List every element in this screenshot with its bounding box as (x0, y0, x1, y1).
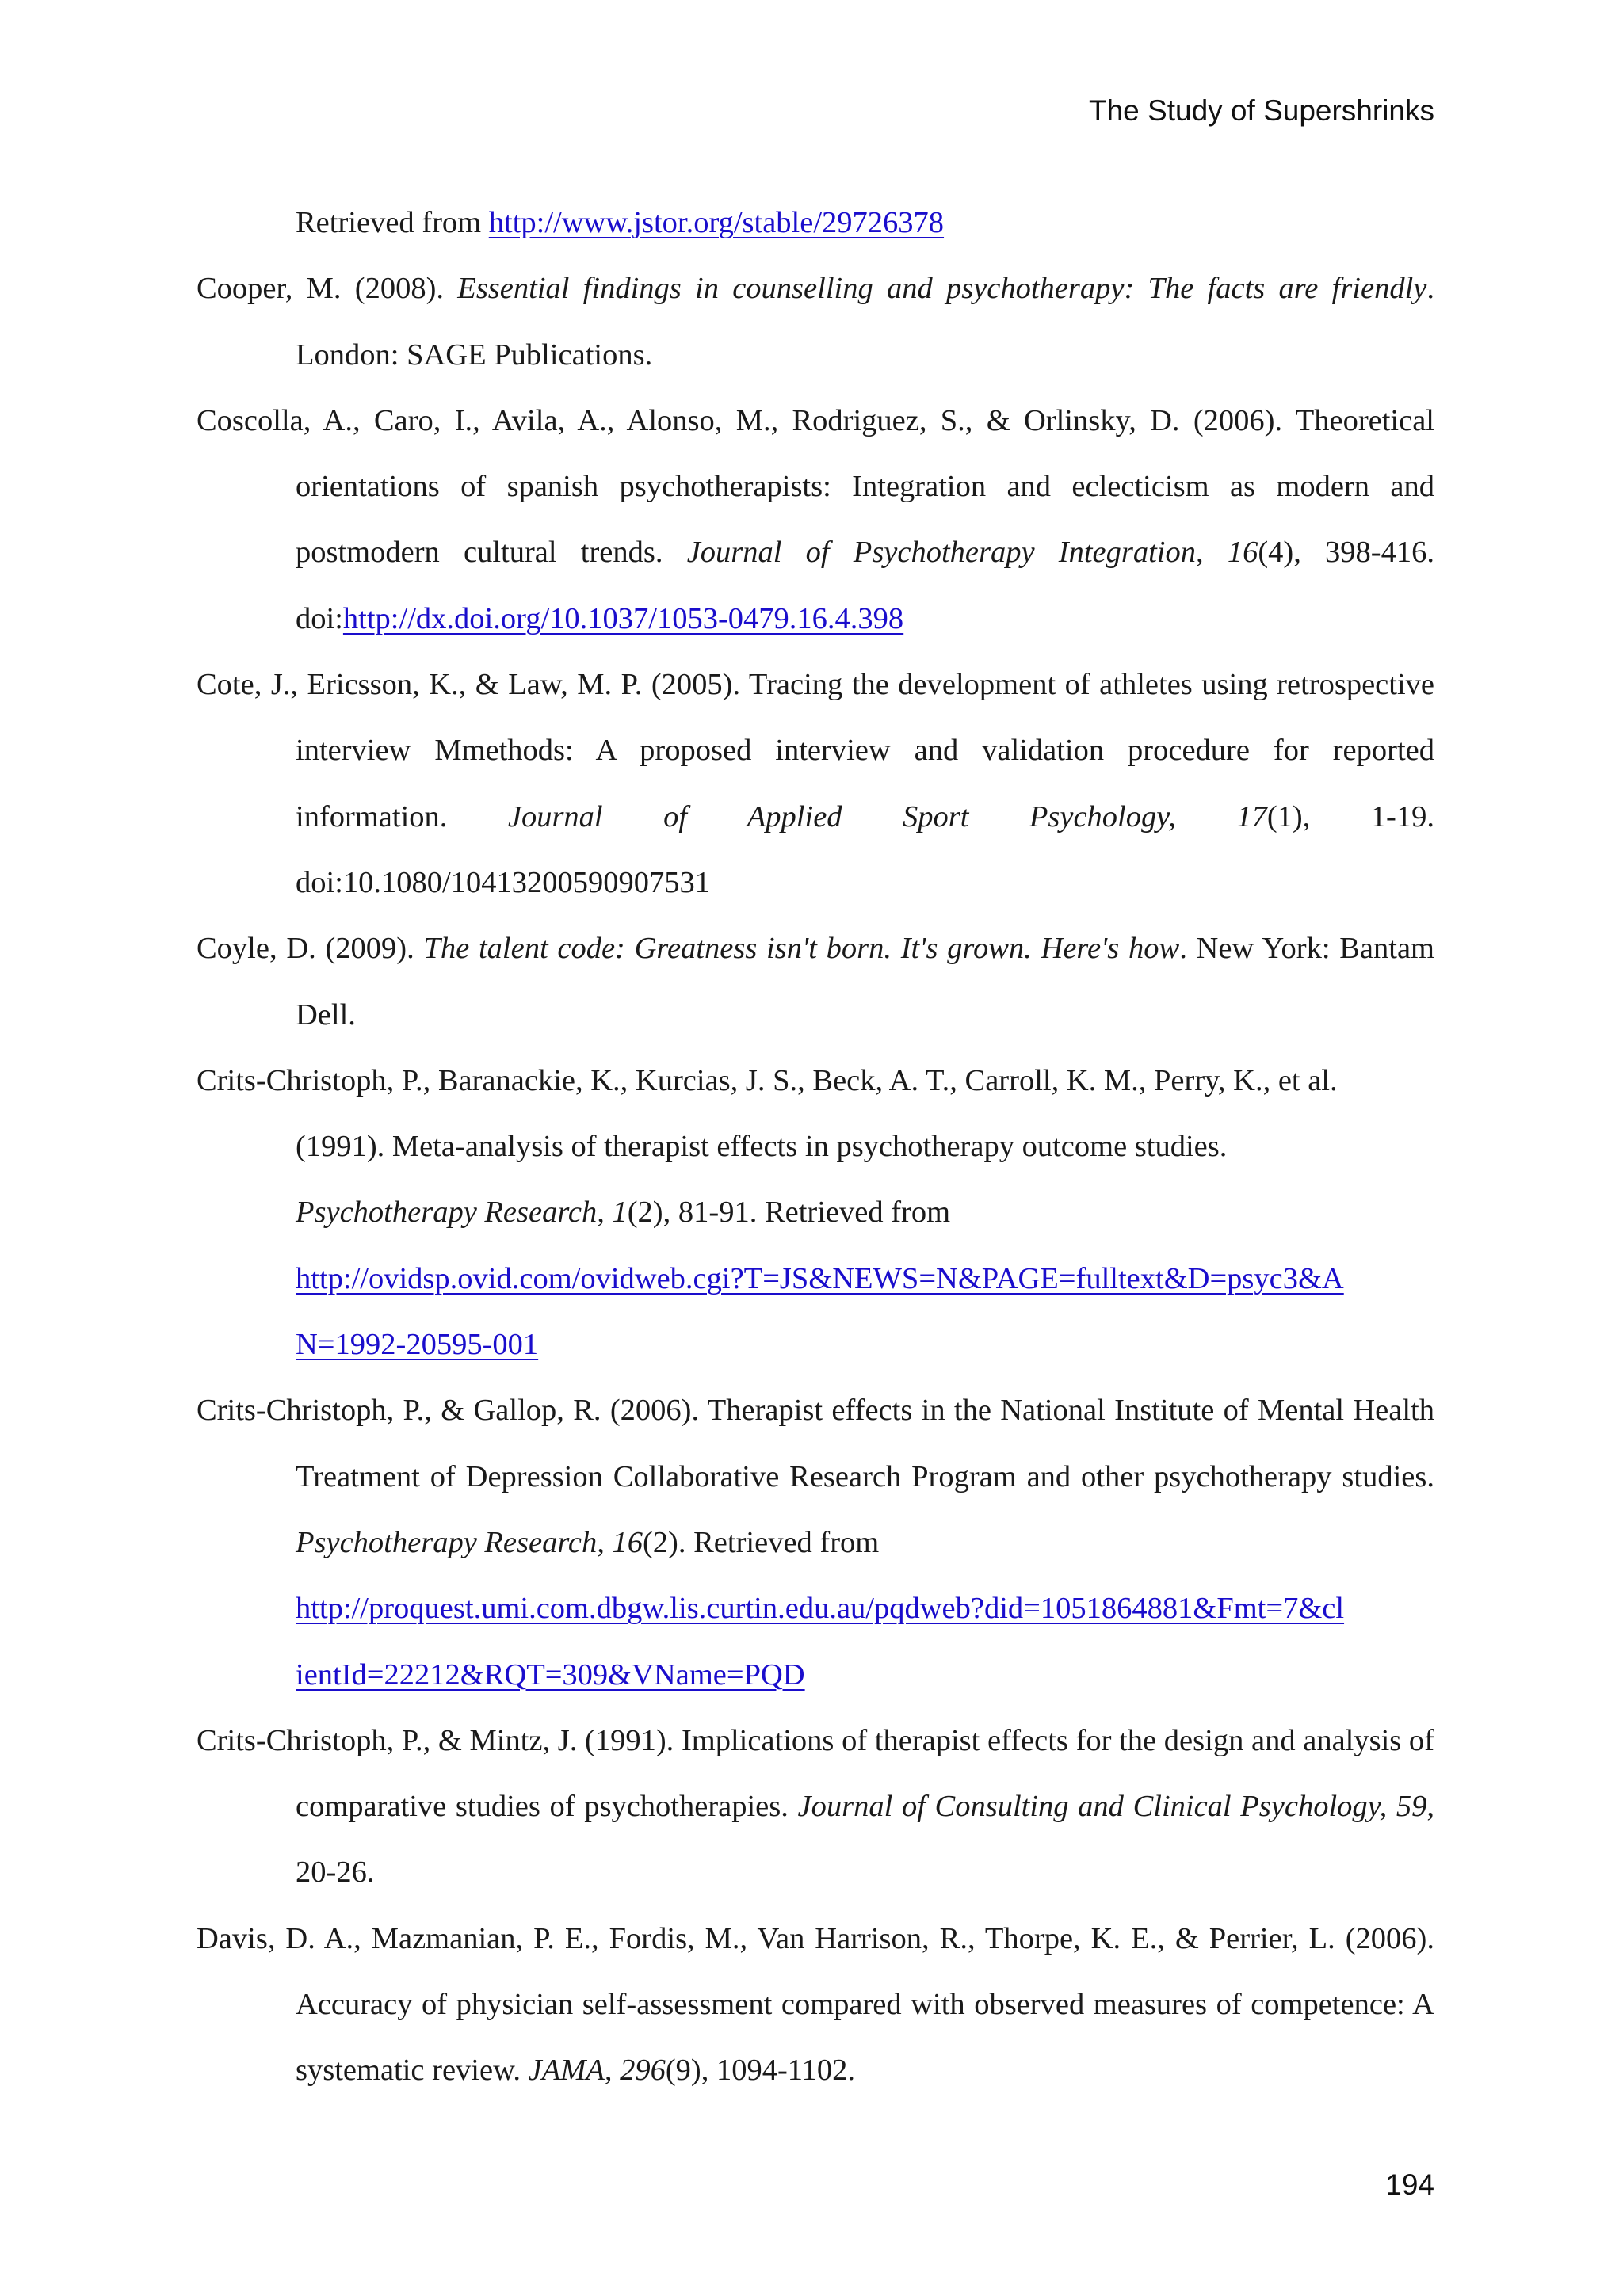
reference-details: , 20-26. (296, 1790, 1435, 1890)
reference-journal: Psychotherapy Research, 16 (296, 1525, 643, 1559)
reference-link[interactable]: http://dx.doi.org/10.1037/1053-0479.16.4.398 (342, 601, 904, 635)
reference-authors: Crits-Christoph, P., & Gallop, R. (2006). Therapist effects in the National Institute of Mental Health Treatment of Depression Collaborative Research Program and other psychotherapy studies. (197, 1394, 1434, 1493)
reference-authors: Crits-Christoph, P., Baranackie, K., Kurcias, J. S., Beck, A. T., Carroll, K. M., Perry, K., et al. (197, 1063, 1338, 1097)
reference-url-line (296, 1642, 1434, 1708)
reference-url-line (296, 1576, 1434, 1642)
reference-link-continued[interactable]: ientId=22212&RQT=309&VName=PQD (296, 1657, 805, 1691)
reference-authors: Crits-Christoph, P., & Mintz, J. (1991). Implications of therapist effects for the design and analysis of comparative studies of psychotherapies. (197, 1723, 1434, 1824)
reference-title: The talent code: Greatness isn't born. It's grown. Here's how (423, 932, 1180, 966)
reference-link[interactable]: http://proquest.umi.com.dbgw.lis.curtin.edu.au/pqdweb?did=1051864881&Fmt=7&cl (296, 1592, 1345, 1626)
page-number: 194 (1385, 2168, 1434, 2201)
reference-entry-davis-2006 (197, 1906, 1434, 2104)
reference-authors: Cote, J., Ericsson, K., & Law, M. P. (2005). Tracing the development of athletes using retrospective interview Mmethods: A proposed interview and validation procedure for reported information. (197, 668, 1434, 833)
reference-entry-coyle-2009 (197, 916, 1434, 1048)
reference-entry-cooper-2008 (197, 256, 1434, 388)
reference-journal-line (296, 1180, 1434, 1245)
reference-text: Retrieved from (296, 206, 489, 239)
reference-continuation (197, 190, 1434, 256)
reference-journal: JAMA, 296 (528, 2054, 666, 2088)
reference-link[interactable]: http://ovidsp.ovid.com/ovidweb.cgi?T=JS&NEWS=N&PAGE=fulltext&D=psyc3&A (296, 1261, 1344, 1295)
reference-authors: Coyle, D. (2009). (197, 932, 424, 966)
running-head-title: The Study of Supershrinks (1089, 94, 1434, 127)
reference-link[interactable]: http://www.jstor.org/stable/29726378 (488, 206, 945, 239)
reference-url-line (296, 1312, 1434, 1378)
reference-title: Essential findings in counselling and psychotherapy: The facts are friendly (457, 272, 1427, 306)
reference-entry-cote-2005 (197, 652, 1434, 916)
reference-publisher: . London: SAGE Publications. (296, 272, 1435, 372)
reference-authors: Coscolla, A., Caro, I., Avila, A., Alonso, M., Rodriguez, S., & Orlinsky, D. (2006). Theoretical orientations of spanish psychotherapists: Integration and eclecticism as modern and postmodern cultural trends. (197, 403, 1434, 570)
reference-entry-coscolla-2006 (197, 388, 1434, 652)
reference-title-line: (1991). Meta-analysis of therapist effects in psychotherapy outcome studies. (296, 1130, 1228, 1164)
reference-entry-crits-christoph-2006 (197, 1378, 1434, 1707)
reference-publisher: . New York: Bantam Dell. (296, 932, 1434, 1032)
reference-entry-crits-christoph-1991a (197, 1048, 1434, 1378)
reference-details: (1), 1-19. doi:10.1080/10413200590907531 (296, 799, 1434, 899)
reference-details: (4), 398-416. doi: (296, 536, 1435, 635)
reference-journal: Journal of Consulting and Clinical Psychology, 59 (797, 1790, 1427, 1824)
reference-details: (9), 1094-1102. (665, 2054, 856, 2088)
reference-entry-crits-christoph-1991b (197, 1708, 1434, 1906)
reference-authors: Cooper, M. (2008). (197, 272, 458, 306)
reference-authors: Davis, D. A., Mazmanian, P. E., Fordis, M., Van Harrison, R., Thorpe, K. E., & Perrier, L. (2006). Accuracy of physician self-assessment compared with observed measures of competence: A systematic review. (197, 1921, 1434, 2088)
reference-details: (2), 81-91. Retrieved from (627, 1196, 951, 1230)
reference-journal: Journal of Psychotherapy Integration, 16 (686, 536, 1258, 570)
reference-url-line (296, 1246, 1434, 1312)
reference-details: (2). Retrieved from (642, 1525, 880, 1559)
reference-list (197, 190, 1434, 2104)
reference-link-continued[interactable]: N=1992-20595-001 (296, 1328, 539, 1362)
reference-journal: Psychotherapy Research, 1 (296, 1196, 628, 1230)
reference-journal: Journal of Applied Sport Psychology, 17 (507, 799, 1267, 833)
